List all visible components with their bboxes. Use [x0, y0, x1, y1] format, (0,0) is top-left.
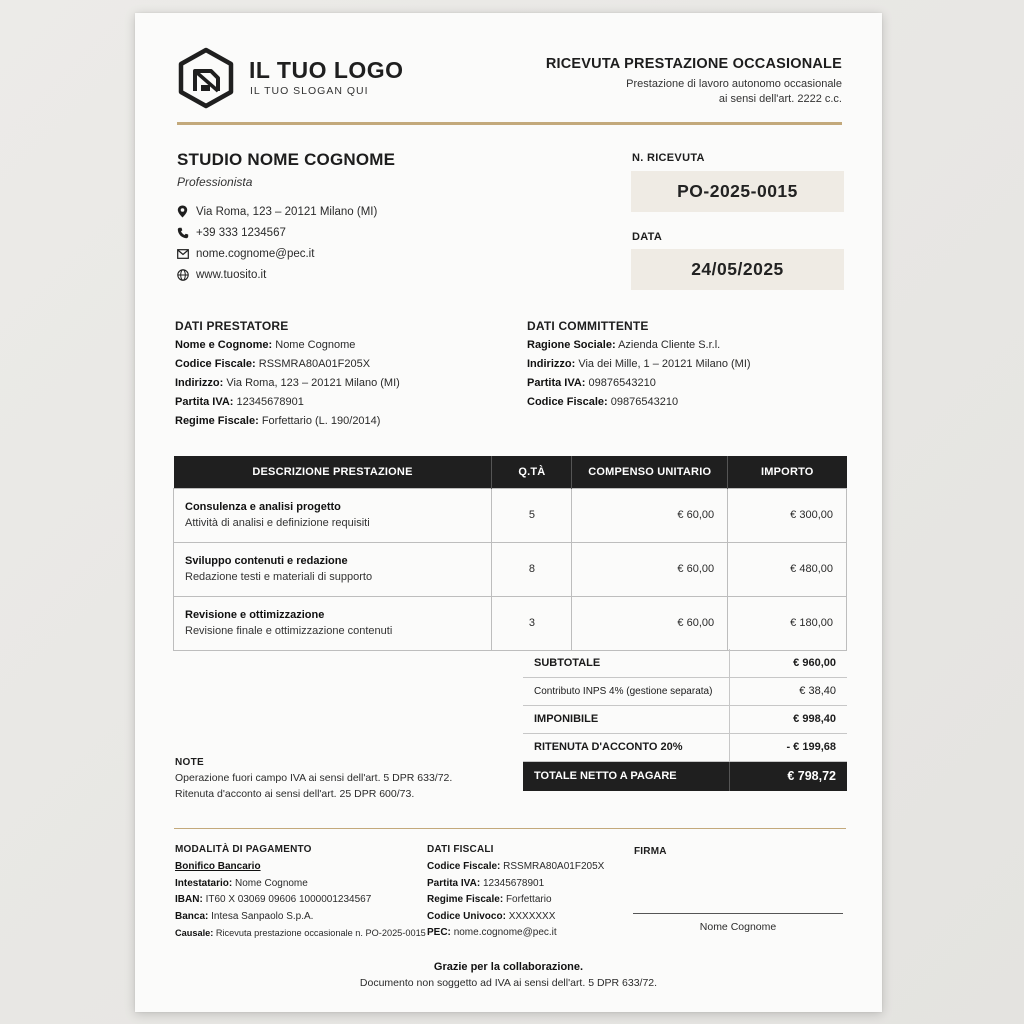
row-unit-price: € 60,00	[572, 596, 728, 650]
fiscal-line: Partita IVA: 12345678901	[427, 877, 545, 889]
contact-phone-text: +39 333 1234567	[196, 226, 286, 239]
row-title: Sviluppo contenuti e redazione	[185, 555, 348, 567]
ritenuta-value: - € 199,68	[729, 733, 847, 761]
fiscal-line: PEC: nome.cognome@pec.it	[427, 927, 557, 938]
logo-title: IL TUO LOGO	[249, 57, 404, 83]
document-title: RICEVUTA PRESTAZIONE OCCASIONALE	[545, 56, 842, 72]
payment-line: Banca: Intesa Sanpaolo S.p.A.	[175, 910, 314, 922]
document-subtitle-line-1: Prestazione di lavoro autonomo occasionale	[626, 78, 842, 90]
subtotal-label: SUBTOTALE	[523, 649, 729, 677]
document-subtitle	[626, 77, 842, 107]
contact-email-text[interactable]: nome.cognome@pec.it	[196, 247, 315, 260]
imponibile-value: € 998,40	[729, 705, 847, 733]
column-header-quantity: Q.TÀ	[492, 456, 572, 488]
prestatore-line: Nome e Cognome: Nome Cognome	[175, 339, 356, 351]
row-title: Revisione e ottimizzazione	[185, 609, 325, 621]
row-amount: € 480,00	[728, 542, 847, 596]
table-row	[174, 542, 847, 596]
signature-line	[633, 913, 843, 914]
row-quantity: 3	[492, 596, 572, 650]
footer-divider	[174, 828, 846, 829]
contact-website-text[interactable]: www.tuosito.it	[196, 268, 267, 281]
contact-address-text: Via Roma, 123 – 20121 Milano (MI)	[196, 205, 378, 218]
notes-line-2: Ritenuta d'acconto ai sensi dell'art. 25 DPR 600/73.	[175, 787, 415, 800]
row-subtitle: Revisione finale e ottimizzazione contenuti	[185, 625, 393, 637]
contact-phone	[176, 226, 286, 239]
subtotal-value: € 960,00	[729, 649, 847, 677]
table-header-row	[174, 456, 847, 488]
signature-name: Nome Cognome	[699, 921, 777, 933]
payment-heading: MODALITÀ DI PAGAMENTO	[175, 844, 312, 855]
committente-section	[527, 319, 751, 412]
receipt-page	[135, 13, 882, 1012]
committente-line: Ragione Sociale: Azienda Cliente S.r.l.	[527, 339, 721, 351]
logo-slogan: IL TUO SLOGAN QUI	[250, 85, 369, 97]
payment-line: Causale: Ricevuta prestazione occasionale n. PO-2025-0015	[175, 928, 426, 938]
row-description	[174, 596, 492, 650]
fiscal-section	[427, 844, 604, 942]
column-header-unit-price: COMPENSO UNITARIO	[572, 456, 728, 488]
inps-value: € 38,40	[729, 677, 847, 705]
row-description	[174, 488, 492, 542]
committente-line: Codice Fiscale: 09876543210	[527, 396, 679, 408]
row-amount: € 180,00	[728, 596, 847, 650]
hexagon-logo-icon	[178, 47, 234, 109]
vat-disclaimer: Documento non soggetto ad IVA ai sensi dell'art. 5 DPR 633/72.	[359, 977, 658, 989]
column-header-amount: IMPORTO	[728, 456, 847, 488]
column-header-description: DESCRIZIONE PRESTAZIONE	[174, 456, 492, 488]
notes-line-1: Operazione fuori campo IVA ai sensi dell'art. 5 DPR 633/72.	[175, 772, 453, 784]
prestatore-line: Partita IVA: 12345678901	[175, 396, 304, 408]
row-subtitle: Redazione testi e materiali di supporto	[185, 571, 373, 583]
studio-role: Professionista	[177, 175, 253, 189]
fiscal-heading: DATI FISCALI	[427, 844, 494, 855]
row-quantity: 8	[492, 542, 572, 596]
totals-row-net-total	[523, 761, 847, 791]
totals-row-inps	[523, 677, 847, 705]
prestatore-line: Codice Fiscale: RSSMRA80A01F205X	[175, 358, 371, 370]
payment-method: Bonifico Bancario	[175, 861, 261, 872]
prestatore-heading: DATI PRESTATORE	[175, 319, 289, 333]
contact-address	[176, 205, 377, 218]
row-quantity: 5	[492, 488, 572, 542]
thanks-message: Grazie per la collaborazione.	[433, 961, 584, 973]
totals-row-ritenuta	[523, 733, 847, 761]
payment-line: IBAN: IT60 X 03069 09606 1000001234567	[175, 894, 372, 905]
table-row	[174, 488, 847, 542]
row-title: Consulenza e analisi progetto	[185, 501, 341, 513]
signature-heading: FIRMA	[634, 846, 667, 857]
row-description	[174, 542, 492, 596]
payment-section	[175, 844, 426, 942]
committente-heading: DATI COMMITTENTE	[527, 319, 649, 333]
row-unit-price: € 60,00	[572, 542, 728, 596]
prestatore-line: Regime Fiscale: Forfettario (L. 190/2014)	[175, 415, 381, 427]
studio-name: STUDIO NOME COGNOME	[177, 150, 396, 169]
imponibile-label: IMPONIBILE	[523, 705, 729, 733]
ritenuta-label: RITENUTA D'ACCONTO 20%	[523, 733, 729, 761]
committente-line: Partita IVA: 09876543210	[527, 377, 656, 389]
totals-row-subtotal	[523, 649, 847, 677]
totals-table	[523, 649, 847, 791]
notes-text	[175, 771, 452, 802]
phone-icon	[176, 226, 189, 239]
receipt-date-value: 24/05/2025	[631, 249, 844, 290]
row-unit-price: € 60,00	[572, 488, 728, 542]
contact-email[interactable]	[176, 247, 314, 260]
header-divider	[177, 122, 842, 125]
receipt-number-label: N. RICEVUTA	[632, 152, 705, 164]
receipt-date-label: DATA	[632, 231, 663, 243]
row-subtitle: Attività di analisi e definizione requisiti	[185, 517, 370, 529]
fiscal-line: Codice Univoco: XXXXXXX	[427, 910, 556, 922]
document-subtitle-line-2: ai sensi dell'art. 2222 c.c.	[718, 93, 842, 105]
fiscal-line: Regime Fiscale: Forfettario	[427, 894, 552, 905]
committente-line: Indirizzo: Via dei Mille, 1 – 20121 Milano (MI)	[527, 358, 751, 370]
prestatore-section	[175, 319, 400, 431]
contact-website[interactable]	[176, 268, 266, 281]
fiscal-line: Codice Fiscale: RSSMRA80A01F205X	[427, 861, 605, 872]
location-pin-icon	[176, 205, 189, 218]
receipt-number-value: PO-2025-0015	[631, 171, 844, 212]
row-amount: € 300,00	[728, 488, 847, 542]
table-row	[174, 596, 847, 650]
inps-label: Contributo INPS 4% (gestione separata)	[523, 677, 729, 705]
notes-heading: NOTE	[175, 757, 204, 768]
globe-icon	[176, 268, 189, 281]
net-total-label: TOTALE NETTO A PAGARE	[523, 761, 729, 791]
services-table	[173, 456, 847, 651]
totals-row-imponibile	[523, 705, 847, 733]
net-total-value: € 798,72	[729, 761, 847, 791]
prestatore-line: Indirizzo: Via Roma, 123 – 20121 Milano (MI)	[175, 377, 400, 389]
envelope-icon	[176, 247, 189, 260]
payment-line: Intestatario: Nome Cognome	[175, 877, 308, 889]
